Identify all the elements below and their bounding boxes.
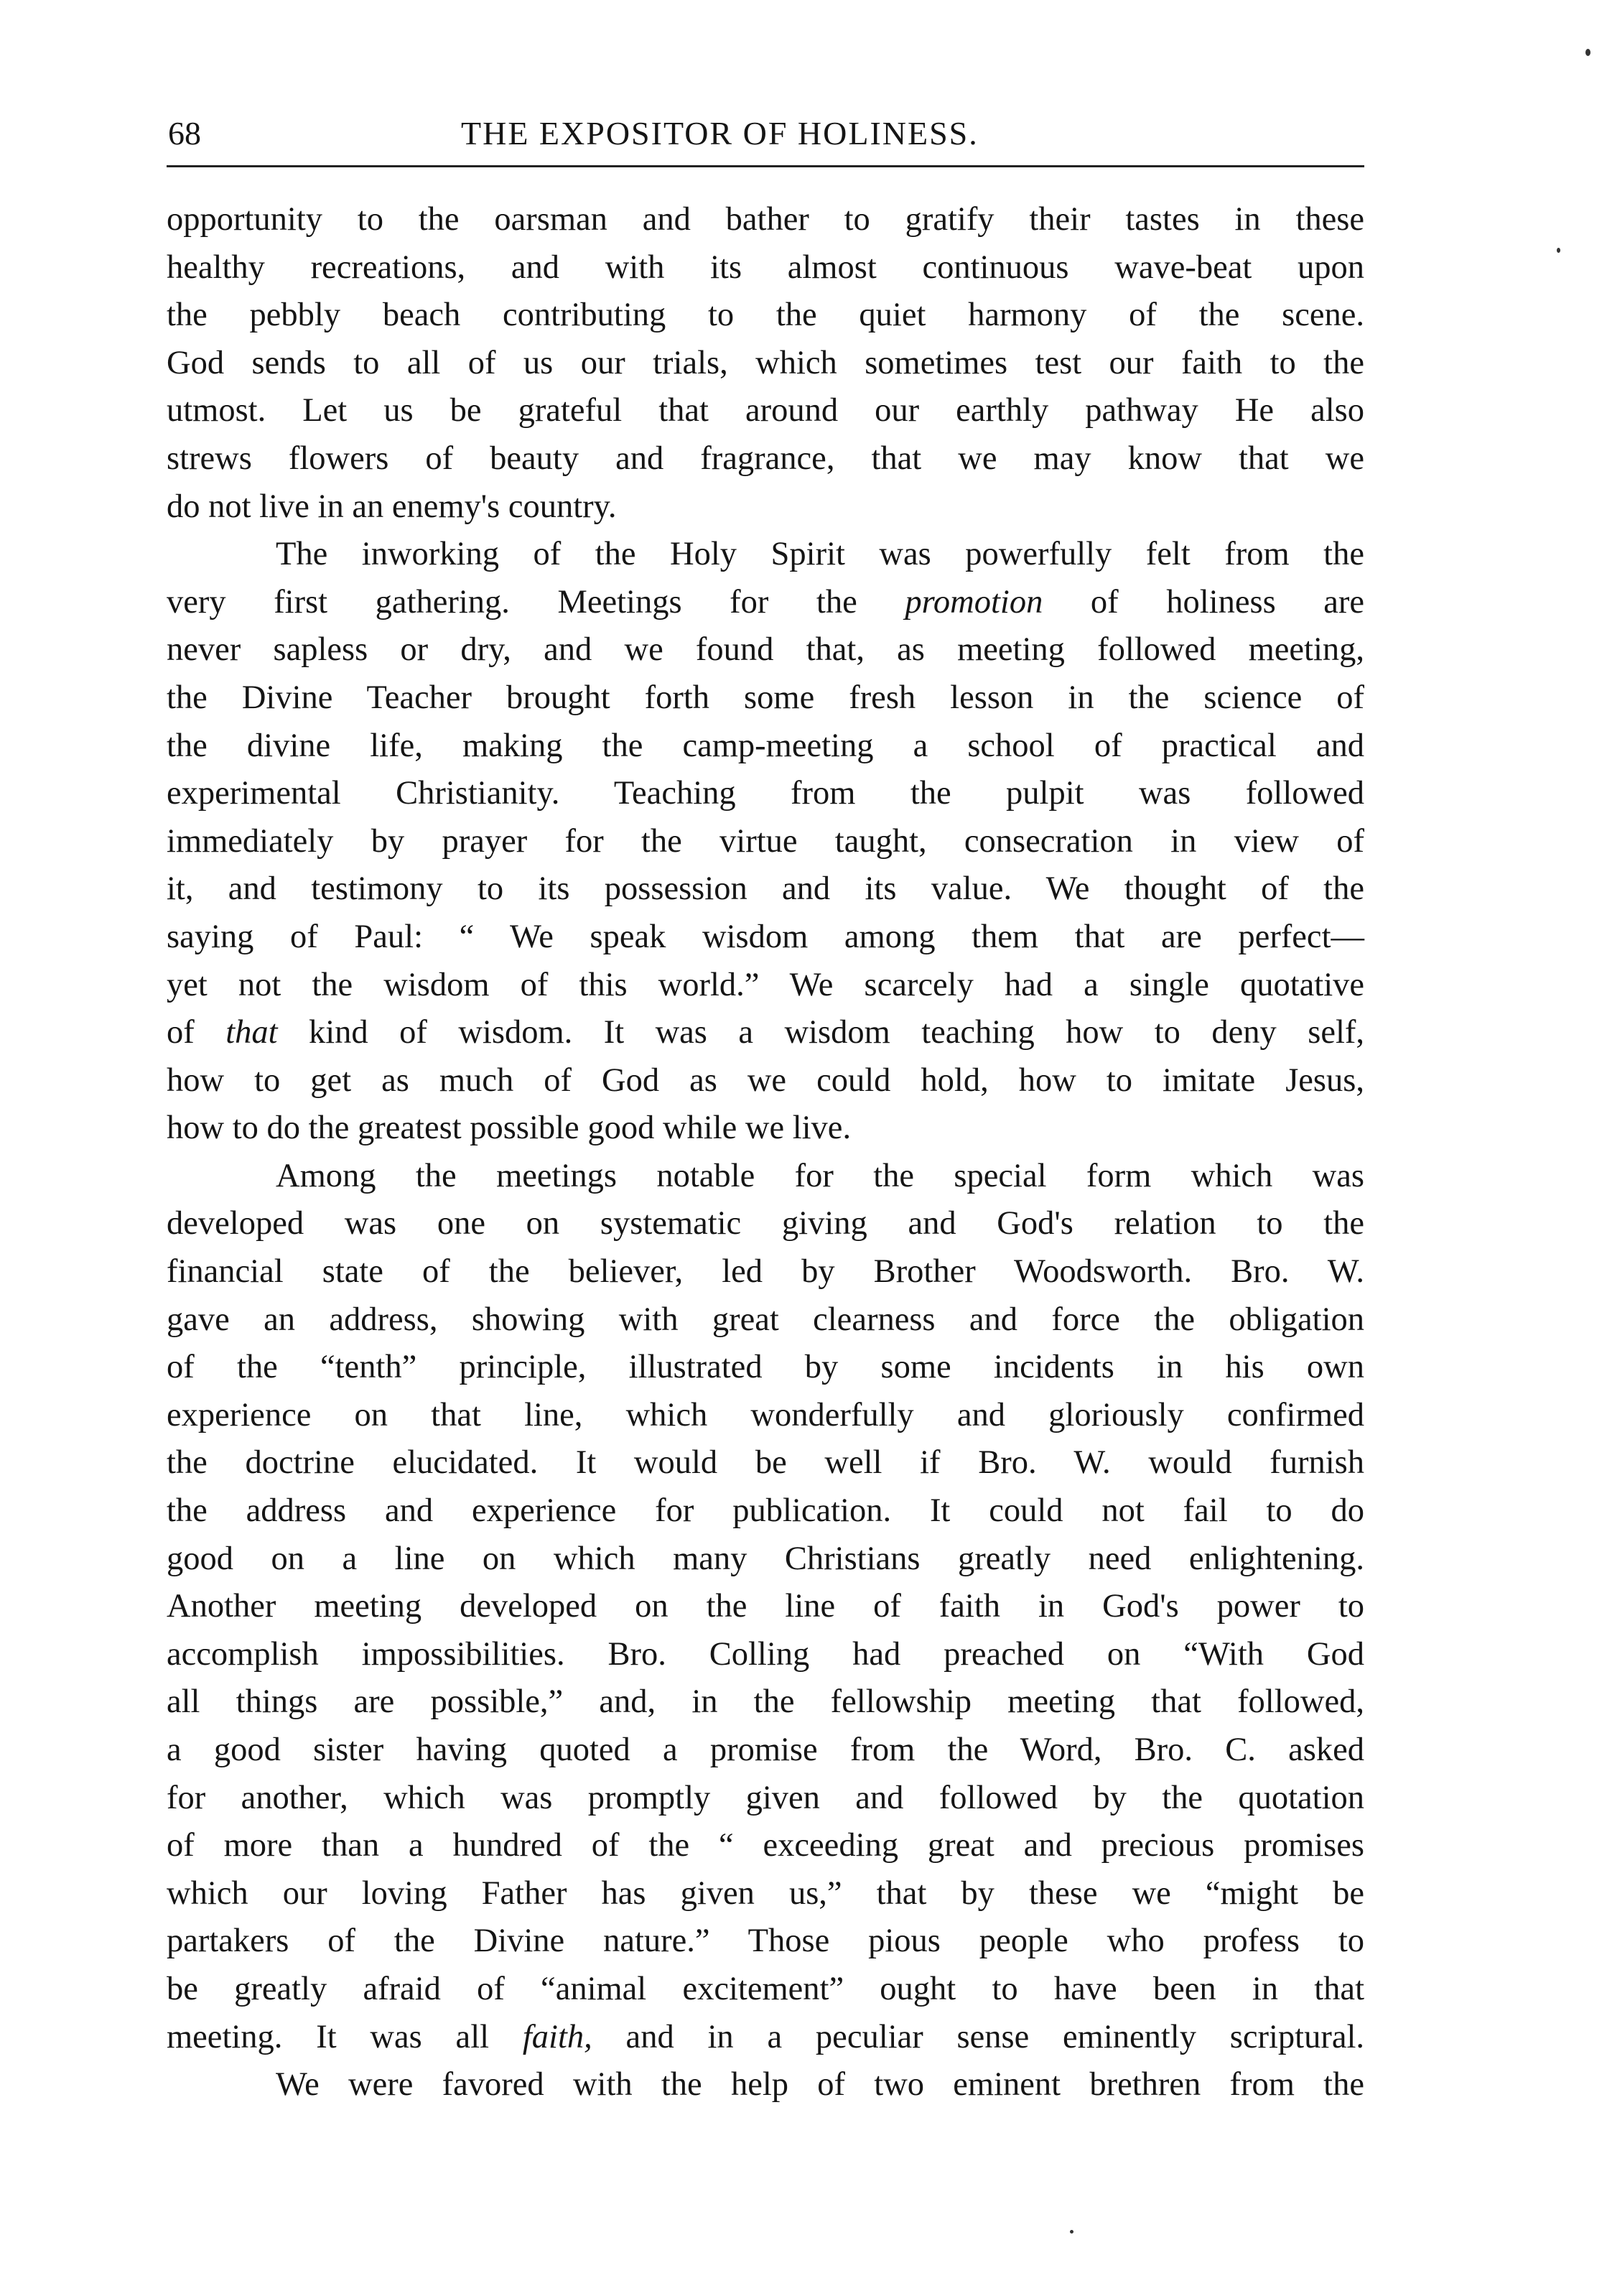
text-line: developed was one on systematic giving and God's relation to the bbox=[167, 1205, 1364, 1242]
text-line: experience on that line, which wonderfully and gloriously confirmed bbox=[167, 1396, 1364, 1433]
text-line: good on a line on which many Christians greatly need enlightening. bbox=[167, 1540, 1364, 1577]
text-line: do not live in an enemy's country. bbox=[167, 488, 617, 525]
text-line: for another, which was promptly given and followed by the quotation bbox=[167, 1779, 1364, 1816]
text-span: meeting. It was all bbox=[167, 2018, 523, 2055]
running-title: THE EXPOSITOR OF HOLINESS. bbox=[461, 115, 979, 152]
text-span: very first gathering. Meetings for the bbox=[167, 583, 905, 621]
header-rule bbox=[167, 165, 1364, 167]
text-span: and in a peculiar sense eminently scriptural. bbox=[592, 2018, 1365, 2055]
text-line: Among the meetings notable for the special form which was bbox=[276, 1157, 1364, 1194]
text-line: strews flowers of beauty and fragrance, that we may know that we bbox=[167, 440, 1364, 477]
scan-speck bbox=[1585, 49, 1590, 56]
text-line: Another meeting developed on the line of faith in God's power to bbox=[167, 1588, 1364, 1625]
text-line: it, and testimony to its possession and its value. We thought of the bbox=[167, 870, 1364, 908]
text-line: The inworking of the Holy Spirit was powerfully felt from the bbox=[276, 536, 1364, 573]
scan-speck bbox=[1557, 248, 1560, 253]
text-line bbox=[167, 2014, 1364, 2062]
text-line: how to get as much of God as we could hold, how to imitate Jesus, bbox=[167, 1061, 1364, 1099]
text-line: never sapless or dry, and we found that, as meeting followed meeting, bbox=[167, 631, 1364, 669]
text-span: of holiness are bbox=[1043, 583, 1365, 621]
text-line: accomplish impossibilities. Bro. Colling had preached on “With God bbox=[167, 1635, 1364, 1673]
text-line: yet not the wisdom of this world.” We scarcely had a single quotative bbox=[167, 966, 1364, 1003]
text-line: the address and experience for publication. It could not fail to do bbox=[167, 1492, 1364, 1530]
text-line: the pebbly beach contributing to the quiet harmony of the scene. bbox=[167, 297, 1364, 334]
scan-speck bbox=[1070, 2230, 1073, 2234]
text-line: saying of Paul: “ We speak wisdom among them that are perfect— bbox=[167, 918, 1364, 955]
text-line: of more than a hundred of the “ exceeding great and precious promises bbox=[167, 1827, 1364, 1864]
text-line: be greatly afraid of “animal excitement” ought to have been in that bbox=[167, 1970, 1364, 2007]
text-line: opportunity to the oarsman and bather to gratify their tastes in these bbox=[167, 201, 1364, 238]
body-text bbox=[167, 196, 1364, 2109]
text-span: kind of wisdom. It was a wisdom teaching how to deny self, bbox=[277, 1014, 1364, 1051]
text-line: healthy recreations, and with its almost continuous wave-beat upon bbox=[167, 248, 1364, 286]
text-line: the divine life, making the camp-meeting a school of practical and bbox=[167, 727, 1364, 764]
page-header bbox=[167, 108, 1364, 159]
text-line: immediately by prayer for the virtue taught, consecration in view of bbox=[167, 822, 1364, 860]
text-line: the Divine Teacher brought forth some fresh lesson in the science of bbox=[167, 679, 1364, 716]
text-line: experimental Christianity. Teaching from the pulpit was followed bbox=[167, 775, 1364, 812]
text-line: financial state of the believer, led by Brother Woodsworth. Bro. W. bbox=[167, 1253, 1364, 1291]
text-span: of bbox=[167, 1014, 226, 1051]
text-line: utmost. Let us be grateful that around our earthly pathway He also bbox=[167, 392, 1364, 429]
book-page bbox=[167, 108, 1364, 2109]
text-line: of the “tenth” principle, illustrated by some incidents in his own bbox=[167, 1349, 1364, 1386]
text-line: the doctrine elucidated. It would be well if Bro. W. would furnish bbox=[167, 1444, 1364, 1482]
text-line: partakers of the Divine nature.” Those pious people who profess to bbox=[167, 1923, 1364, 1960]
text-line: how to do the greatest possible good while we live. bbox=[167, 1110, 852, 1147]
italic-span: that bbox=[225, 1014, 278, 1051]
text-line: gave an address, showing with great clearness and force the obligation bbox=[167, 1301, 1364, 1338]
italic-span: faith, bbox=[522, 2018, 592, 2055]
text-line: God sends to all of us our trials, which sometimes test our faith to the bbox=[167, 344, 1364, 381]
text-line: which our loving Father has given us,” that by these we “might be bbox=[167, 1874, 1364, 1912]
italic-span: promotion bbox=[905, 583, 1043, 621]
text-line: a good sister having quoted a promise from the Word, Bro. C. asked bbox=[167, 1732, 1364, 1768]
text-line: all things are possible,” and, in the fellowship meeting that followed, bbox=[167, 1683, 1364, 1721]
page-number: 68 bbox=[168, 115, 201, 152]
text-line: We were favored with the help of two eminent brethren from the bbox=[276, 2066, 1364, 2104]
text-line bbox=[167, 579, 1364, 627]
text-line bbox=[167, 1009, 1364, 1057]
